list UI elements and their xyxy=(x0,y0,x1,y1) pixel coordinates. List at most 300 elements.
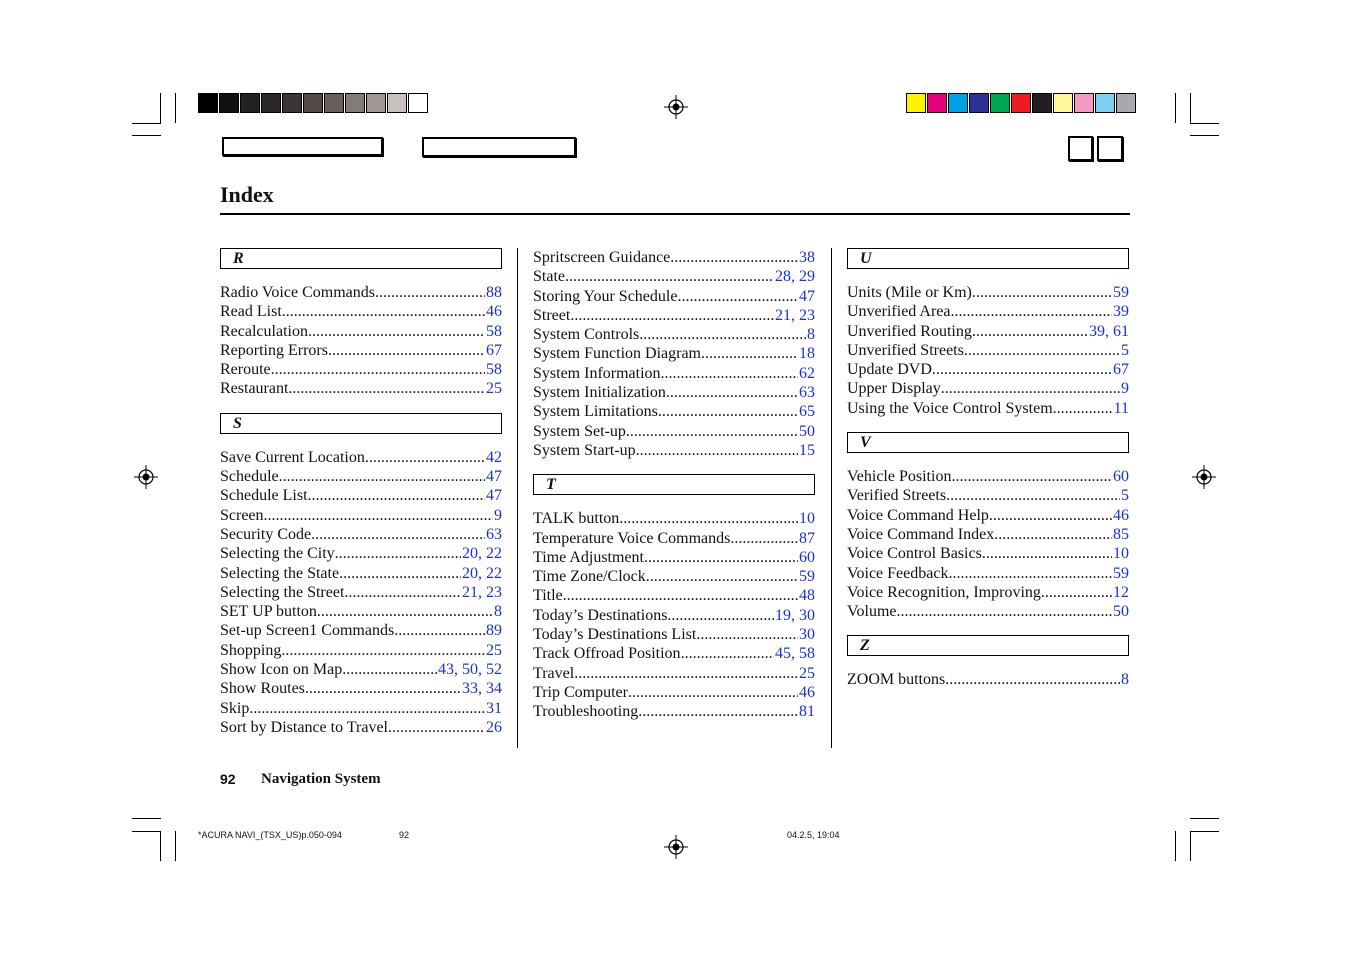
index-entry xyxy=(847,564,1129,583)
crop-mark xyxy=(132,135,161,136)
leader-dots xyxy=(666,383,798,402)
leader-dots xyxy=(972,322,1088,341)
leader-dots xyxy=(626,422,798,441)
slug-page: 92 xyxy=(399,830,410,840)
crop-mark xyxy=(175,831,176,861)
entry-page-link[interactable]: 10 xyxy=(799,510,815,528)
entry-label: Selecting the City xyxy=(220,545,335,563)
entry-label: Radio Voice Commands xyxy=(220,284,375,301)
index-entry xyxy=(220,641,502,660)
entry-page-link[interactable]: 50 xyxy=(1113,603,1129,621)
entry-label: Schedule xyxy=(220,468,279,486)
entry-label: Trip Computer xyxy=(533,683,628,701)
index-section xyxy=(847,248,1129,418)
leader-dots xyxy=(948,564,1112,583)
leader-dots xyxy=(946,486,1120,505)
leader-dots xyxy=(639,325,806,344)
entry-page-link[interactable]: 12 xyxy=(1113,583,1129,601)
entry-page-link[interactable]: 20, 22 xyxy=(462,564,502,582)
leader-dots xyxy=(574,664,798,683)
entry-page-link[interactable]: 47 xyxy=(799,287,815,305)
entry-label: System Set-up xyxy=(533,422,626,440)
crop-mark xyxy=(132,831,161,832)
entry-label: Troubleshooting xyxy=(533,703,639,721)
entry-label: Travel xyxy=(533,664,575,682)
leader-dots xyxy=(677,287,798,306)
section-letter-heading: U xyxy=(847,248,1129,269)
entry-label: Spritscreen Guidance xyxy=(533,249,671,266)
index-entry xyxy=(220,322,502,341)
entry-label: Units (Mile or Km) xyxy=(847,284,972,301)
entry-page-link[interactable]: 89 xyxy=(486,622,502,640)
entry-page-link[interactable]: 10 xyxy=(1113,545,1129,563)
index-entry xyxy=(220,341,502,360)
index-entry xyxy=(847,379,1129,398)
leader-dots xyxy=(271,360,485,379)
crop-mark xyxy=(132,818,161,819)
thumb-tab-box xyxy=(1097,136,1123,161)
entry-page-link[interactable]: 5 xyxy=(1121,341,1129,359)
entry-page-link[interactable]: 8 xyxy=(807,326,815,344)
slug-file: *ACURA NAVI_(TSX_US)p.050-094 xyxy=(198,830,342,840)
leader-dots xyxy=(388,718,485,737)
entry-page-link[interactable]: 15 xyxy=(799,441,815,459)
color-swatch xyxy=(1053,93,1073,113)
column-divider xyxy=(517,248,518,748)
leader-dots xyxy=(972,283,1112,302)
entry-label: Time Adjustment xyxy=(533,548,644,566)
index-entry xyxy=(847,602,1129,621)
leader-dots xyxy=(563,586,798,605)
header-tab-box xyxy=(222,137,383,156)
entry-label: Today’s Destinations List xyxy=(533,626,697,644)
header-tab-box xyxy=(422,137,576,157)
index-entry xyxy=(533,683,815,702)
leader-dots xyxy=(565,267,774,286)
page-number: 92 xyxy=(220,771,236,787)
entry-page-link[interactable]: 42 xyxy=(486,448,502,466)
entry-label: Update DVD xyxy=(847,361,932,379)
entry-label: System Limitations xyxy=(533,403,658,421)
index-entry xyxy=(847,322,1129,341)
entry-page-link[interactable]: 81 xyxy=(799,703,815,721)
entry-label: Track Offroad Position xyxy=(533,645,681,663)
index-entry xyxy=(220,621,502,640)
entry-label: System Information xyxy=(533,364,661,382)
section-letter-heading: Z xyxy=(847,635,1129,656)
index-column-2 xyxy=(533,248,815,736)
entry-label: Recalculation xyxy=(220,322,308,340)
index-entry xyxy=(533,509,815,528)
entry-label: Screen xyxy=(220,506,264,524)
leader-dots xyxy=(951,467,1112,486)
color-swatch xyxy=(969,93,989,113)
entry-page-link[interactable]: 21, 23 xyxy=(775,306,815,324)
entry-page-link[interactable]: 43, 50, 52 xyxy=(438,661,502,679)
entry-page-link[interactable]: 20, 22 xyxy=(462,545,502,563)
entry-label: System Start-up xyxy=(533,441,636,459)
crop-mark xyxy=(160,831,161,861)
entry-label: Shopping xyxy=(220,641,282,659)
index-entry xyxy=(533,344,815,363)
leader-dots xyxy=(701,344,798,363)
title-rule xyxy=(220,213,1130,215)
index-entry xyxy=(533,567,815,586)
leader-dots xyxy=(644,548,798,567)
color-swatch xyxy=(1074,93,1094,113)
leader-dots xyxy=(375,283,485,302)
entry-label: Reroute xyxy=(220,361,271,379)
entry-page-link[interactable]: 47 xyxy=(486,487,502,505)
index-entry xyxy=(533,306,815,325)
entry-page-link[interactable]: 60 xyxy=(1113,468,1129,486)
entry-label: Restaurant xyxy=(220,380,289,398)
entry-label: System Function Diagram xyxy=(533,345,701,363)
leader-dots xyxy=(982,544,1112,563)
entry-label: Title xyxy=(533,587,563,605)
entry-page-link[interactable]: 21, 23 xyxy=(462,583,502,601)
entry-page-link[interactable]: 62 xyxy=(799,364,815,382)
leader-dots xyxy=(667,606,774,625)
entry-label: Schedule List xyxy=(220,487,308,505)
index-entry xyxy=(220,602,502,621)
index-entry xyxy=(847,283,1129,302)
entry-page-link[interactable]: 9 xyxy=(1121,380,1129,398)
index-entry xyxy=(533,287,815,306)
entry-page-link[interactable]: 63 xyxy=(486,525,502,543)
entry-label: Unverified Area xyxy=(847,303,951,321)
color-swatch xyxy=(240,93,260,113)
color-swatch xyxy=(282,93,302,113)
entry-label: Street xyxy=(533,306,571,324)
leader-dots xyxy=(932,360,1112,379)
leader-dots xyxy=(249,699,485,718)
color-swatch xyxy=(387,93,407,113)
leader-dots xyxy=(619,509,798,528)
leader-dots xyxy=(311,525,485,544)
leader-dots xyxy=(681,644,774,663)
index-entry xyxy=(533,625,815,644)
entry-label: Sort by Distance to Travel xyxy=(220,718,388,736)
entry-label: Using the Voice Control System xyxy=(847,399,1053,417)
entry-page-link[interactable]: 25 xyxy=(799,664,815,682)
leader-dots xyxy=(342,660,437,679)
index-entry xyxy=(847,399,1129,418)
index-entry xyxy=(847,302,1129,321)
color-swatch xyxy=(198,93,218,113)
color-swatch xyxy=(219,93,239,113)
entry-label: Time Zone/Clock xyxy=(533,568,646,586)
entry-page-link[interactable]: 46 xyxy=(799,683,815,701)
leader-dots xyxy=(264,506,493,525)
index-column-1 xyxy=(220,248,502,751)
index-section xyxy=(847,635,1129,689)
leader-dots xyxy=(394,621,485,640)
entry-page-link[interactable]: 11 xyxy=(1113,399,1129,417)
index-section xyxy=(220,413,502,737)
index-entry xyxy=(220,525,502,544)
index-entry xyxy=(847,506,1129,525)
entry-page-link[interactable]: 9 xyxy=(494,506,502,524)
index-entry xyxy=(533,586,815,605)
leader-dots xyxy=(1041,583,1112,602)
entry-page-link[interactable]: 46 xyxy=(486,303,502,321)
crop-mark xyxy=(132,123,161,124)
index-entry xyxy=(220,583,502,602)
column-divider xyxy=(831,248,832,748)
entry-label: Reporting Errors xyxy=(220,341,328,359)
index-entry xyxy=(220,544,502,563)
leader-dots xyxy=(628,683,798,702)
leader-dots xyxy=(344,583,461,602)
leader-dots xyxy=(646,567,798,586)
entry-page-link[interactable]: 59 xyxy=(1113,284,1129,301)
entry-label: Save Current Location xyxy=(220,448,365,466)
leader-dots xyxy=(335,544,461,563)
index-entry xyxy=(220,699,502,718)
entry-page-link[interactable]: 88 xyxy=(486,284,502,301)
entry-label: System Initialization xyxy=(533,384,666,402)
entry-page-link[interactable]: 48 xyxy=(799,587,815,605)
entry-page-link[interactable]: 87 xyxy=(799,529,815,547)
entry-page-link[interactable]: 60 xyxy=(799,548,815,566)
index-entry xyxy=(533,441,815,460)
entry-page-link[interactable]: 38 xyxy=(799,249,815,266)
entry-label: Set-up Screen1 Commands xyxy=(220,622,395,640)
leader-dots xyxy=(328,341,485,360)
footer-section-title: Navigation System xyxy=(261,771,381,787)
crop-mark xyxy=(1190,123,1219,124)
slug-date: 04.2.5, 19:04 xyxy=(787,830,840,840)
entry-label: Voice Feedback xyxy=(847,564,949,582)
leader-dots xyxy=(308,486,485,505)
index-entry xyxy=(533,267,815,286)
entry-label: State xyxy=(533,268,565,286)
entry-page-link[interactable]: 58 xyxy=(486,361,502,379)
entry-page-link[interactable]: 18 xyxy=(799,345,815,363)
index-entry xyxy=(220,360,502,379)
color-swatch xyxy=(408,93,428,113)
color-swatch xyxy=(1011,93,1031,113)
leader-dots xyxy=(288,379,485,398)
entry-label: SET UP button xyxy=(220,603,317,621)
entry-label: Temperature Voice Commands xyxy=(533,529,731,547)
index-entry xyxy=(533,383,815,402)
entry-page-link[interactable]: 85 xyxy=(1113,525,1129,543)
color-swatch xyxy=(1032,93,1052,113)
crop-mark xyxy=(175,93,176,123)
color-swatch xyxy=(324,93,344,113)
entry-label: TALK button xyxy=(533,510,620,528)
entry-page-link[interactable]: 58 xyxy=(486,322,502,340)
entry-label: Voice Command Index xyxy=(847,525,995,543)
index-entry xyxy=(533,529,815,548)
entry-label: Skip xyxy=(220,699,250,717)
entry-page-link[interactable]: 26 xyxy=(486,718,502,736)
entry-label: Voice Control Basics xyxy=(847,545,982,563)
index-entry xyxy=(220,379,502,398)
registration-mark-icon xyxy=(134,465,158,489)
entry-label: Show Routes xyxy=(220,680,305,698)
color-swatch xyxy=(1116,93,1136,113)
index-entry xyxy=(220,283,502,302)
crop-mark xyxy=(1190,818,1219,819)
leader-dots xyxy=(308,322,485,341)
index-entry xyxy=(220,564,502,583)
entry-page-link[interactable]: 8 xyxy=(494,603,502,621)
registration-mark-icon xyxy=(664,95,688,119)
entry-page-link[interactable]: 30 xyxy=(799,626,815,644)
entry-label: System Controls xyxy=(533,326,640,344)
leader-dots xyxy=(941,379,1120,398)
entry-page-link[interactable]: 63 xyxy=(799,384,815,402)
entry-label: Unverified Streets xyxy=(847,341,964,359)
entry-page-link[interactable]: 31 xyxy=(486,699,502,717)
index-entry xyxy=(220,467,502,486)
entry-page-link[interactable]: 5 xyxy=(1121,487,1129,505)
leader-dots xyxy=(896,602,1112,621)
color-swatch xyxy=(366,93,386,113)
entry-page-link[interactable]: 39 xyxy=(1113,303,1129,321)
color-swatch xyxy=(1095,93,1115,113)
leader-dots xyxy=(945,670,1120,689)
entry-label: Selecting the State xyxy=(220,564,340,582)
crop-mark xyxy=(1175,93,1176,123)
entry-label: Verified Streets xyxy=(847,487,947,505)
entry-page-link[interactable]: 59 xyxy=(1113,564,1129,582)
entry-page-link[interactable]: 25 xyxy=(486,380,502,398)
leader-dots xyxy=(696,625,798,644)
index-section xyxy=(220,248,502,399)
entry-page-link[interactable]: 25 xyxy=(486,641,502,659)
entry-label: Show Icon on Map xyxy=(220,661,343,679)
index-entry xyxy=(847,486,1129,505)
leader-dots xyxy=(281,641,485,660)
entry-page-link[interactable]: 47 xyxy=(486,468,502,486)
color-swatch xyxy=(345,93,365,113)
entry-page-link[interactable]: 59 xyxy=(799,568,815,586)
entry-label: Read List xyxy=(220,303,282,321)
entry-page-link[interactable]: 67 xyxy=(486,341,502,359)
color-swatch xyxy=(948,93,968,113)
crop-mark xyxy=(1190,93,1191,123)
leader-dots xyxy=(730,529,798,548)
section-letter-heading: R xyxy=(220,248,502,269)
entry-label: Security Code xyxy=(220,525,312,543)
crop-mark xyxy=(1190,831,1191,861)
entry-label: Voice Recognition, Improving xyxy=(847,583,1041,601)
leader-dots xyxy=(365,448,485,467)
index-entry xyxy=(220,448,502,467)
entry-label: Volume xyxy=(847,603,897,621)
index-entry xyxy=(220,486,502,505)
section-letter-heading: V xyxy=(847,432,1129,453)
color-swatch xyxy=(906,93,926,113)
page-title: Index xyxy=(220,182,274,207)
crop-mark xyxy=(1190,831,1219,832)
leader-dots xyxy=(636,441,798,460)
index-entry xyxy=(533,248,815,267)
index-entry xyxy=(220,718,502,737)
entry-page-link[interactable]: 33, 34 xyxy=(462,680,502,698)
entry-page-link[interactable]: 46 xyxy=(1113,506,1129,524)
entry-page-link[interactable]: 67 xyxy=(1113,361,1129,379)
entry-label: Voice Command Help xyxy=(847,506,989,524)
index-entry xyxy=(533,364,815,383)
leader-dots xyxy=(951,302,1112,321)
index-entry xyxy=(533,664,815,683)
index-entry xyxy=(847,360,1129,379)
index-entry xyxy=(220,302,502,321)
index-entry xyxy=(847,467,1129,486)
leader-dots xyxy=(279,467,485,486)
entry-label: Upper Display xyxy=(847,380,941,398)
color-swatch xyxy=(303,93,323,113)
leader-dots xyxy=(1053,399,1113,418)
registration-mark-icon xyxy=(1192,465,1216,489)
thumb-tab-box xyxy=(1068,136,1093,161)
index-section xyxy=(533,474,815,721)
entry-page-link[interactable]: 65 xyxy=(799,403,815,421)
entry-label: Unverified Routing xyxy=(847,322,972,340)
leader-dots xyxy=(989,506,1112,525)
index-entry xyxy=(847,544,1129,563)
index-entry xyxy=(220,679,502,698)
entry-page-link[interactable]: 8 xyxy=(1121,671,1129,689)
color-swatch xyxy=(990,93,1010,113)
entry-page-link[interactable]: 28, 29 xyxy=(775,268,815,286)
section-letter-heading: S xyxy=(220,413,502,434)
leader-dots xyxy=(305,679,461,698)
index-column-3 xyxy=(847,248,1129,704)
leader-dots xyxy=(282,302,485,321)
entry-page-link[interactable]: 45, 58 xyxy=(775,645,815,663)
section-letter-heading: T xyxy=(533,474,815,495)
index-entry xyxy=(533,548,815,567)
index-entry xyxy=(533,422,815,441)
leader-dots xyxy=(570,306,774,325)
index-entry xyxy=(847,525,1129,544)
color-swatch xyxy=(261,93,281,113)
process-color-bar xyxy=(906,93,1137,113)
entry-page-link[interactable]: 50 xyxy=(799,422,815,440)
leader-dots xyxy=(994,525,1112,544)
entry-label: Storing Your Schedule xyxy=(533,287,678,305)
entry-label: Selecting the Street xyxy=(220,583,345,601)
index-entry xyxy=(533,702,815,721)
index-section xyxy=(847,432,1129,621)
crop-mark xyxy=(1190,135,1219,136)
entry-label: Vehicle Position xyxy=(847,468,952,486)
entry-page-link[interactable]: 19, 30 xyxy=(775,606,815,624)
leader-dots xyxy=(661,364,798,383)
entry-label: ZOOM buttons xyxy=(847,671,946,689)
index-entry xyxy=(220,506,502,525)
index-entry xyxy=(847,670,1129,689)
leader-dots xyxy=(964,341,1120,360)
index-entry xyxy=(533,644,815,663)
registration-mark-icon xyxy=(664,835,688,859)
index-entry xyxy=(533,606,815,625)
index-entry xyxy=(847,341,1129,360)
leader-dots xyxy=(339,564,461,583)
color-swatch xyxy=(927,93,947,113)
entry-page-link[interactable]: 39, 61 xyxy=(1089,322,1129,340)
index-entry xyxy=(533,325,815,344)
entry-label: Today’s Destinations xyxy=(533,606,668,624)
leader-dots xyxy=(638,702,798,721)
index-entry xyxy=(847,583,1129,602)
